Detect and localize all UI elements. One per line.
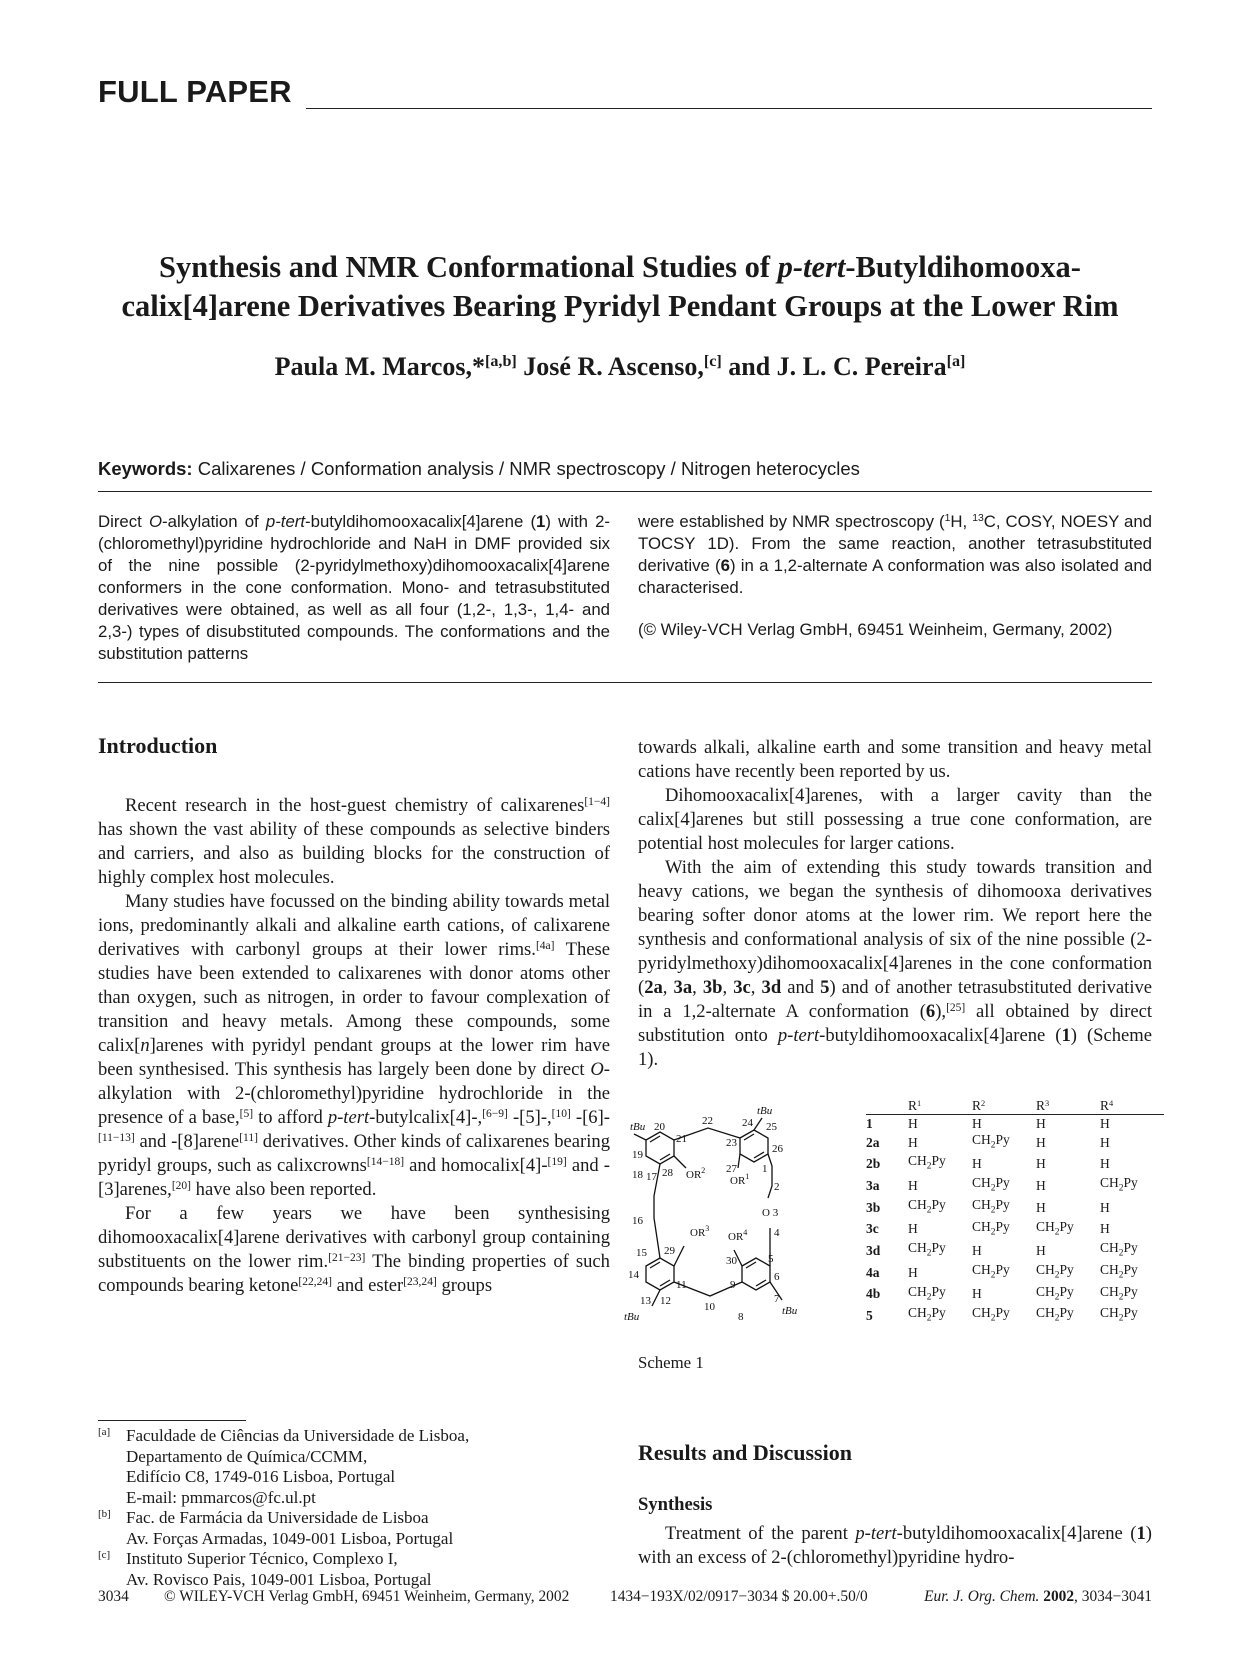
table-cell: $CH_2Py$ [972, 1261, 1010, 1281]
table-cell: $CH_2Py$ [1036, 1305, 1074, 1324]
footnote-line: Edifício C8, 1749-016 Lisboa, Portugal [126, 1467, 396, 1486]
table-cell: 4b [866, 1286, 881, 1302]
table-cell: $CH_2Py$ [1036, 1283, 1074, 1303]
affiliation-footnotes [98, 1426, 610, 1590]
table-cell: H [1100, 1156, 1110, 1172]
table-cell: H [972, 1243, 982, 1259]
label-20: 20 [654, 1121, 665, 1133]
ring-lower-right [742, 1258, 770, 1290]
label-tbu-3: tBu [624, 1311, 640, 1323]
author-list: Paula M. Marcos,*[a,b] José R. Ascenso,[c] and J. L. C. Pereira[a] [274, 352, 966, 381]
table-cell: $CH_2Py$ [908, 1283, 946, 1303]
footnote-line: Instituto Superior Técnico, Complexo I, [126, 1549, 398, 1568]
right-column-text [638, 736, 1152, 1072]
paper-title [100, 248, 1140, 326]
footer-copyright: © WILEY-VCH Verlag GmbH, 69451 Weinheim, Germany, 2002 [164, 1588, 570, 1605]
label-6: 6 [774, 1271, 780, 1283]
header-rule [306, 108, 1152, 109]
scheme-caption: Scheme 1 [638, 1353, 704, 1372]
table-cell: $CH_2Py$ [1100, 1305, 1138, 1324]
table-row [866, 1305, 1164, 1327]
table-cell: $CH_2Py$ [1100, 1175, 1138, 1194]
label-o3: O 3 [762, 1207, 779, 1219]
author-name: Paula M. Marcos,* [274, 352, 485, 381]
journal-pages: , 3034−3041 [1074, 1588, 1152, 1605]
label-10: 10 [704, 1301, 715, 1313]
title-italic: p-tert [777, 250, 846, 284]
table-row [866, 1284, 1164, 1306]
label-8: 8 [738, 1311, 744, 1323]
table-cell: H [1036, 1115, 1046, 1131]
table-cell: H [1100, 1199, 1110, 1215]
keywords-label: Keywords: [98, 458, 193, 479]
results-heading: Results and Discussion [638, 1440, 852, 1465]
label-or3: $OR^3$ [690, 1224, 710, 1239]
table-cell: H [1036, 1178, 1046, 1193]
footnote-line: Av. Rovisco Pais, 1049-001 Lisboa, Portugal [126, 1569, 432, 1589]
author-name: José R. Ascenso, [523, 352, 704, 381]
footnote-line: E-mail: pmmarcos@fc.ul.pt [126, 1487, 316, 1507]
label-18: 18 [632, 1169, 643, 1181]
label-22: 22 [702, 1115, 713, 1127]
table-row [866, 1153, 1164, 1175]
label-25: 25 [766, 1121, 777, 1133]
ring-lower-left [646, 1258, 674, 1290]
footnote-line: Faculdade de Ciências da Universidade de Lisboa, [126, 1426, 470, 1445]
table-row [866, 1175, 1164, 1197]
footnote-mark: [b] [98, 1508, 111, 1520]
table-cell: $CH_2Py$ [908, 1196, 946, 1216]
label-2: 2 [774, 1181, 780, 1193]
table-row [866, 1115, 1164, 1132]
substituent-table-header [866, 1098, 1164, 1115]
footnote-line: Departamento de Química/CCMM, [126, 1446, 368, 1466]
label-13: 13 [640, 1295, 651, 1307]
table-row [866, 1240, 1164, 1262]
table-header-cell: $R^4$ [1100, 1098, 1164, 1115]
introduction-paragraph: Recent research in the host-guest chemistry of calixarenes[1−4] has shown the vast ability of these compounds as selective binders and carriers, and also as building blocks for the construction of highly complex host molecules. [98, 795, 610, 888]
table-cell: 3c [866, 1221, 879, 1237]
table-cell: $CH_2Py$ [908, 1240, 946, 1259]
table-cell: 5 [866, 1308, 873, 1324]
footnote-line: Fac. de Farmácia da Universidade de Lisboa [126, 1508, 429, 1527]
label-or2: $OR^2$ [686, 1166, 706, 1181]
label-27: 27 [726, 1163, 737, 1175]
keywords-text: Calixarenes / Conformation analysis / NMR spectroscopy / Nitrogen heterocycles [197, 458, 860, 479]
table-header-cell: $R^3$ [1036, 1098, 1100, 1115]
table-cell: 2a [866, 1134, 880, 1150]
table-cell: 3b [866, 1199, 881, 1215]
page-number: 3034 [98, 1588, 129, 1605]
label-19: 19 [632, 1149, 643, 1161]
author-affiliation: [a] [946, 353, 966, 371]
introduction-text [98, 794, 610, 1298]
footnote-mark: [c] [98, 1549, 111, 1561]
footnote-line: Av. Forças Armadas, 1049-001 Lisboa, Portugal [126, 1528, 454, 1548]
table-header-cell: $R^2$ [972, 1098, 1036, 1115]
keywords [98, 458, 1158, 480]
abstract-right-text: were established by NMR spectroscopy ($^1$H, $^{13}$C, COSY, NOESY and TOCSY 1D). From the same reaction, another tetrasubstituted derivative (6) in a 1,2-alternate A conformation was also isolated and characterised. [638, 512, 1153, 597]
results-paragraph: Treatment of the parent p-tert-butyldihomooxacalix[4]arene (1) with an excess of 2-(chloromethyl)pyridine hydro- [638, 1523, 1152, 1568]
table-cell: H [908, 1221, 918, 1237]
table-cell: H [1100, 1134, 1110, 1150]
footnote [98, 1508, 610, 1549]
table-cell: $CH_2Py$ [972, 1218, 1010, 1238]
introduction-paragraph: Many studies have focussed on the binding ability towards metal ions, predominantly alkali and alkaline earth cations, of calixarene derivatives with carbonyl groups at their lower rims.[4a] These studies have been extended to calixarenes with donor atoms other than oxygen, such as nitrogen, in order to favour complexation of transition and heavy metals. Among these compounds, some calix[n]arenes with pyridyl pendant groups at the lower rim have been synthesised. This synthesis has largely been done by direct O-alkylation with 2-(chloromethyl)pyridine hydrochloride in the presence of a base,[5] to afford p-tert-butylcalix[4]-,[6−9] -[5]-,[10] -[6]-[11−13] and -[8]arene[11] derivatives. Other kinds of calixarenes bearing pyridyl groups, such as calixcrowns[14−18] and homocalix[4]-[19] and -[3]arenes,[20] have also been reported. [98, 891, 611, 1200]
results-text [638, 1522, 1152, 1570]
table-cell: H [1036, 1199, 1046, 1215]
journal-year: 2002 [1043, 1588, 1075, 1605]
label-26: 26 [772, 1143, 783, 1155]
label-5: 5 [768, 1253, 774, 1265]
table-row [866, 1219, 1164, 1241]
table-row [866, 1262, 1164, 1284]
journal-reference [924, 1588, 1152, 1606]
table-cell: H [972, 1156, 982, 1172]
ring-upper-right [740, 1130, 768, 1162]
table-cell: $CH_2Py$ [1100, 1283, 1138, 1303]
label-7: 7 [774, 1293, 780, 1305]
synthesis-subheading: Synthesis [638, 1494, 713, 1515]
table-cell: $CH_2Py$ [972, 1305, 1010, 1324]
label-1: 1 [762, 1163, 768, 1175]
label-15: 15 [636, 1247, 647, 1259]
table-cell: 4a [866, 1264, 880, 1280]
label-30: 30 [726, 1255, 737, 1267]
label-28: 28 [662, 1167, 673, 1179]
abstract-left: Direct O-alkylation of p-tert-butyldihomooxacalix[4]arene (1) with 2-(chloromethyl)pyridine hydrochloride and NaH in DMF provided six of the nine possible (2-pyridylmethoxy)dihomooxacalix[4]arene conformers in the cone conformation. Mono- and tetrasubstituted derivatives were obtained, as well as all four (1,2-, 1,3-, 1,4- and 2,3-) types of disubstituted compounds. The conformations and the substitution patterns [98, 512, 611, 663]
abstract-copyright: (© Wiley-VCH Verlag GmbH, 69451 Weinheim, Germany, 2002) [638, 620, 1113, 639]
label-24: 24 [742, 1117, 753, 1129]
footnote-rule [98, 1420, 246, 1421]
label-tbu-4: tBu [782, 1305, 798, 1317]
table-cell: $CH_2Py$ [1100, 1261, 1138, 1281]
substituent-table [866, 1098, 1164, 1327]
abstract-rule [98, 682, 1152, 683]
table-row [866, 1132, 1164, 1154]
footnote [98, 1426, 610, 1508]
keywords-rule [98, 491, 1152, 492]
journal-name: Eur. J. Org. Chem. [924, 1588, 1040, 1605]
table-header-cell [866, 1098, 908, 1115]
author-affiliation: [c] [703, 353, 722, 371]
table-cell: H [972, 1115, 982, 1131]
footnote [98, 1549, 610, 1590]
title-part-2: -Butyldihomooxa-calix[4]arene Derivatives Bearing Pyridyl Pendant Groups at the Lower Rim [121, 250, 1119, 323]
label-16: 16 [632, 1215, 643, 1227]
table-cell: H [908, 1264, 918, 1280]
label-21: 21 [676, 1133, 687, 1145]
table-cell: 2b [866, 1156, 881, 1172]
table-cell: $CH_2Py$ [972, 1131, 1010, 1151]
table-cell: H [1036, 1134, 1046, 1150]
label-or1: $OR^1$ [730, 1172, 750, 1187]
body-paragraph: With the aim of extending this study towards transition and heavy cations, we began the synthesis of dihomooxa derivatives bearing softer donor atoms at the lower rim. We report here the synthesis and conformational analysis of six of the nine possible (2-pyridylmethoxy)dihomooxacalix[4]arenes in the cone conformation (2a, 3a, 3b, 3c, 3d and 5) and of another tetrasubstituted derivative in a 1,2-alternate A conformation (6),[25] all obtained by direct substitution onto p-tert-butyldihomooxacalix[4]arene (1) (Scheme 1). [638, 857, 1153, 1070]
title-part-1: Synthesis and NMR Conformational Studies of [159, 250, 778, 284]
structure-bonds [634, 1118, 782, 1306]
table-cell: 3d [866, 1243, 881, 1259]
label-23: 23 [726, 1137, 737, 1149]
table-cell: $CH_2Py$ [908, 1305, 946, 1324]
table-cell: H [1100, 1221, 1110, 1237]
introduction-paragraph: For a few years we have been synthesising dihomooxacalix[4]arene derivatives with carbonyl group containing substituents on the lower rim.[21−23] The binding properties of such compounds bearing ketone[22,24] and ester[23,24] groups [98, 1203, 610, 1296]
label-9: 9 [730, 1279, 736, 1291]
label-29: 29 [664, 1245, 675, 1257]
table-cell: $CH_2Py$ [1100, 1240, 1138, 1259]
table-cell: 1 [866, 1115, 873, 1131]
table-cell: H [908, 1178, 918, 1193]
label-tbu-1: tBu [630, 1121, 646, 1133]
table-cell: H [908, 1115, 918, 1131]
body-paragraph: Dihomooxacalix[4]arenes, with a larger cavity than the calix[4]arenes but still possessing a true cone conformation, are potential host molecules for larger cations. [638, 785, 1152, 854]
body-paragraph: towards alkali, alkaline earth and some transition and heavy metal cations have recently been reported by us. [638, 737, 1152, 782]
label-4: 4 [774, 1227, 780, 1239]
table-cell: 3a [866, 1178, 880, 1193]
table-cell: $CH_2Py$ [1036, 1261, 1074, 1281]
table-cell: H [908, 1134, 918, 1150]
abstract-right [638, 511, 1152, 641]
author-affiliation: [a,b] [485, 353, 517, 371]
label-17: 17 [646, 1171, 657, 1183]
footnote-mark: [a] [98, 1426, 111, 1438]
table-cell: $CH_2Py$ [972, 1196, 1010, 1216]
label-12: 12 [660, 1295, 671, 1307]
label-or4: $OR^4$ [728, 1228, 748, 1243]
table-cell: $CH_2Py$ [972, 1175, 1010, 1194]
table-row [866, 1197, 1164, 1219]
table-header-cell: $R^1$ [908, 1098, 972, 1115]
table-cell: H [1100, 1115, 1110, 1131]
ring-upper-left [646, 1132, 674, 1164]
label-11: 11 [676, 1279, 687, 1291]
calixarene-structure [624, 1100, 862, 1338]
section-label: FULL PAPER [98, 74, 292, 109]
table-cell: $CH_2Py$ [908, 1153, 946, 1173]
label-tbu-2: tBu [757, 1105, 773, 1117]
introduction-heading: Introduction [98, 733, 218, 758]
table-cell: H [1036, 1156, 1046, 1172]
author-name: J. L. C. Pereira [776, 352, 947, 381]
label-14: 14 [628, 1269, 639, 1281]
footer-issn: 1434−193X/02/0917−3034 $ 20.00+.50/0 [610, 1588, 868, 1605]
table-cell: $CH_2Py$ [1036, 1218, 1074, 1238]
table-cell: H [972, 1286, 982, 1302]
table-cell: H [1036, 1243, 1046, 1259]
